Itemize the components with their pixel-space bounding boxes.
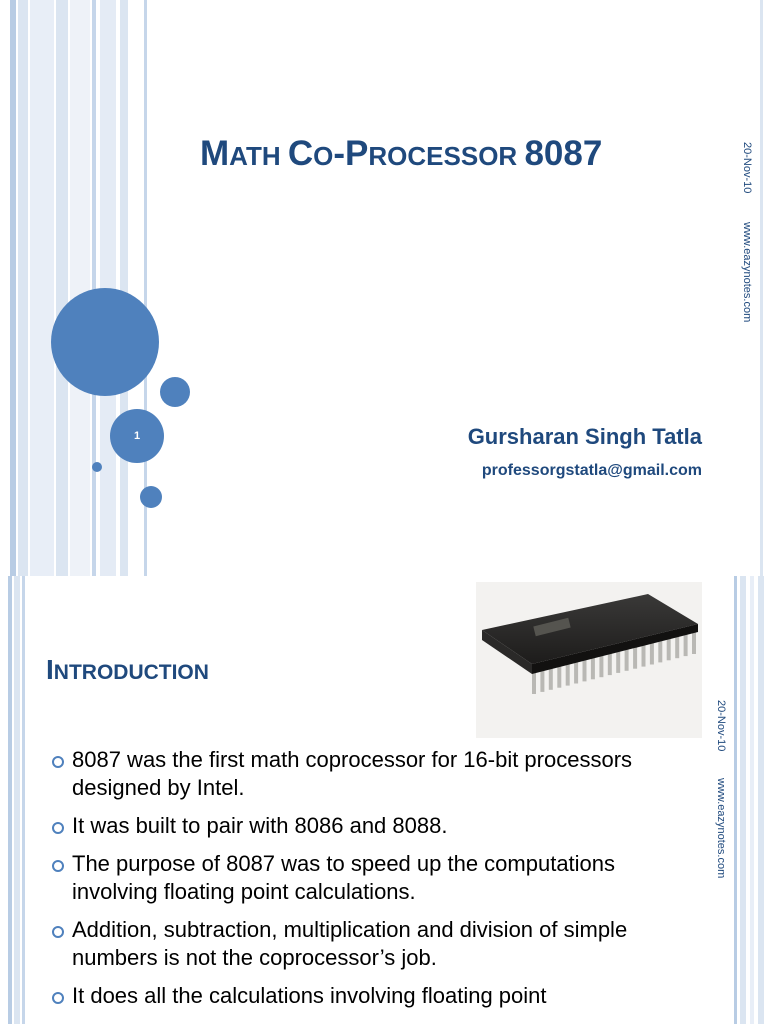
title-part: -P [333,134,369,173]
title-part: I [46,654,54,685]
left-stripe-5 [56,0,68,576]
right-stripe-a [734,576,737,1024]
chip-pin [608,653,612,675]
title-part: C [287,134,314,173]
side-date: 20-Nov-10 [741,142,753,194]
left-stripe-c [14,576,20,1024]
left-stripe-a [0,576,8,1024]
right-stripe-c [750,576,754,1024]
chip-pin [616,651,620,673]
list-item: It was built to pair with 8086 and 8088. [50,812,670,840]
slide-title [200,134,720,174]
chip-pin [566,664,570,686]
bullet-ring-icon [52,756,64,768]
side-website: www.eazynotes.com [741,222,753,323]
bullet-ring-icon [52,926,64,938]
list-item: 8087 was the first math coprocessor for 16-bit processors designed by Intel. [50,746,670,802]
chip-pin [633,647,637,669]
left-stripe-1 [0,0,10,576]
list-item: The purpose of 8087 was to speed up the computations involving floating point calculations. [50,850,670,906]
side-date-2: 20-Nov-10 [715,700,727,752]
list-item: Addition, subtraction, multiplication and division of simple numbers is not the coprocessor’s job. [50,916,670,972]
side-website-2: www.eazynotes.com [715,778,727,879]
title-part: ROCESSOR [368,141,525,171]
chip-pin [625,649,629,671]
title-part: O [313,141,334,171]
left-stripe-d [22,576,25,1024]
chip-photo [476,582,702,738]
chip-pin [549,668,553,690]
slide-number: 1 [133,430,141,442]
chip-pin [574,662,578,684]
author-name: Gursharan Singh Tatla [467,424,702,449]
decor-circle-small [160,377,190,407]
title-part: ATH [229,141,288,171]
chip-pin [642,645,646,667]
chip-pin [692,632,696,654]
chip-pin [658,640,662,662]
bullet-ring-icon [52,860,64,872]
list-item: It does all the calculations involving floating point [50,982,670,1010]
decor-circle-small-2 [140,486,162,508]
chip-pin [532,672,536,694]
left-stripe-2 [10,0,16,576]
intro-title [46,654,209,686]
left-stripe-b [8,576,12,1024]
chip-pin [540,670,544,692]
left-stripe-3 [18,0,28,576]
left-stripe-4 [30,0,54,576]
title-part: NTRODUCTION [53,661,209,684]
chip-pin [591,657,595,679]
chip-pin [675,636,679,658]
decor-circle-large [51,288,159,396]
author-email: professorgstatla@gmail.com [481,462,702,479]
chip-pin [583,659,587,681]
chip-illustration [476,582,702,738]
chip-pin [650,643,654,665]
decor-circle-dot [92,462,102,472]
chip-pin [599,655,603,677]
bullet-list [50,746,670,1020]
chip-pin [667,638,671,660]
chip-pin [557,666,561,688]
chip-pin [684,634,688,656]
bullet-ring-icon [52,992,64,1004]
title-part: 8087 [524,134,603,173]
right-stripe-d [758,576,764,1024]
bullet-ring-icon [52,822,64,834]
right-stripe [760,0,763,576]
left-stripe-9 [120,0,128,576]
title-part: M [200,134,230,173]
right-stripe-b [740,576,746,1024]
left-stripe-6 [70,0,90,576]
